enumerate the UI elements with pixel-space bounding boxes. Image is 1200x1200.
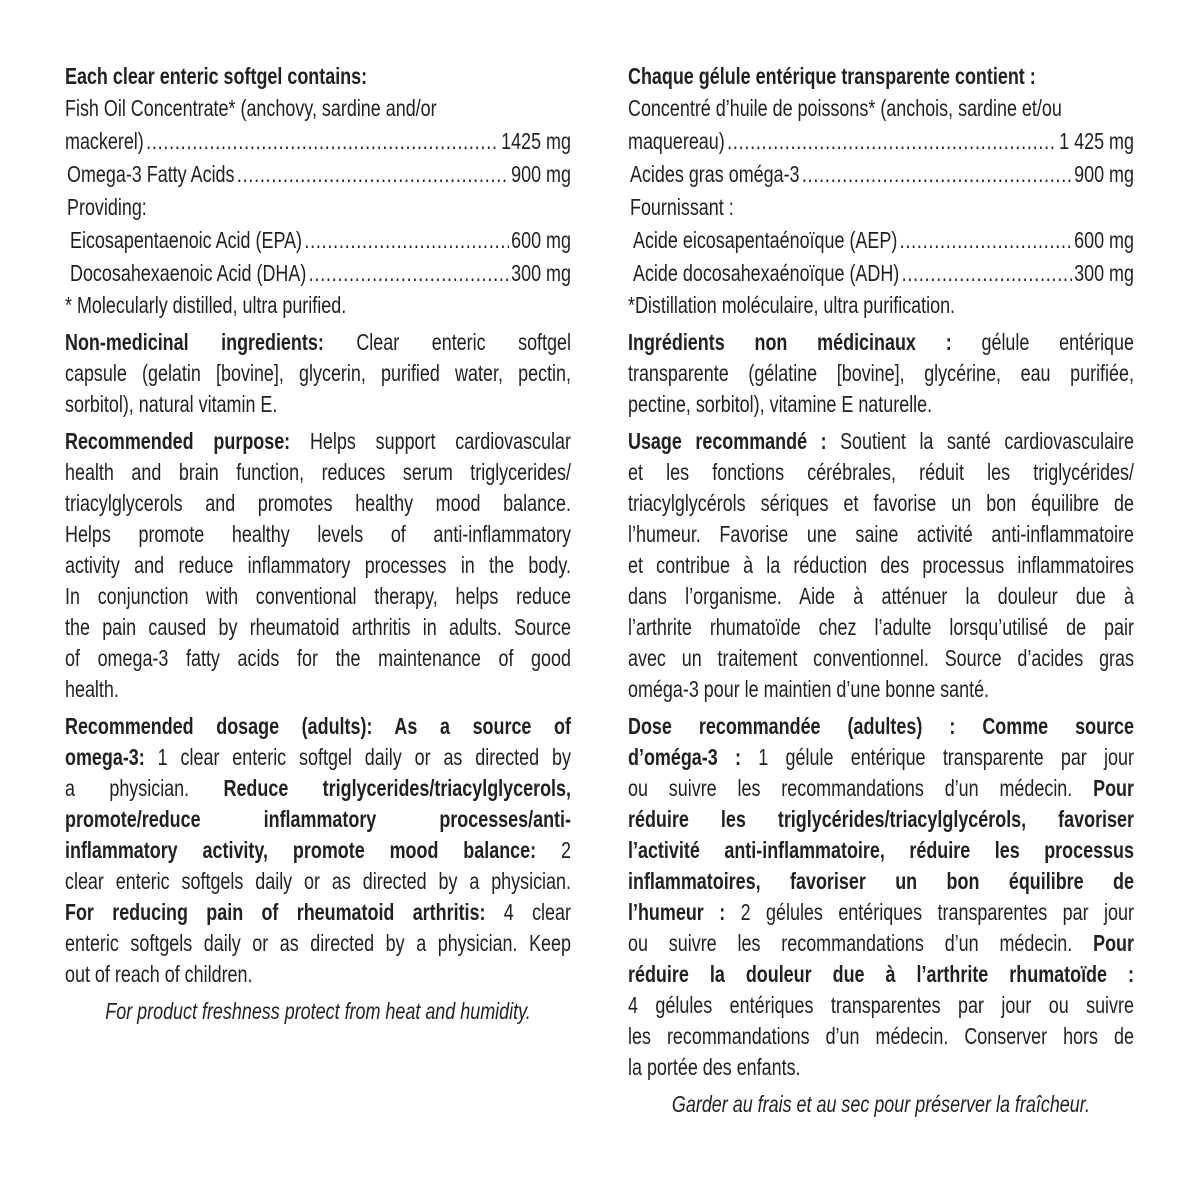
paragraph-line [628,327,1134,358]
text-run: gélule entérique [951,329,1134,355]
ingredient-row: Acide eicosapentaénoïque (AEP) ..... 600 mg [628,224,1134,257]
paragraph-line [628,612,1134,643]
paragraph-line [628,426,1134,457]
purpose-paragraph [65,426,571,705]
bold-run: omega-3: [65,744,145,770]
ingredient-row: mackerel) ..... 1425 mg [65,125,571,158]
text-run: health and brain function, reduces serum triglycerides/ [65,459,571,485]
paragraph-line [628,742,1134,773]
english-column [65,60,571,1027]
paragraph-line [628,389,1134,420]
text-run: 2 [536,837,571,863]
text-run: 2 gélules entériques transparentes par jour [725,899,1134,925]
text-run: the pain caused by rheumatoid arthritis in adults. Source [65,614,571,640]
text-run: activity and reduce inflammatory processes in the body. [65,552,571,578]
paragraph-line [65,581,571,612]
text-run: l’humeur. Favorise une saine activité anti-inflammatoire [628,521,1134,547]
bold-run: Pour [1093,775,1134,801]
bold-run: Dose recommandée (adultes) : Comme source [628,713,1134,739]
text-run: dans l’organisme. Aide à atténuer la douleur due à [628,583,1134,609]
text-run: ou suivre les recommandations d’un médecin. [628,775,1094,801]
paragraph-line [628,674,1134,705]
paragraph-line [628,804,1134,835]
ingredient-row: Fish Oil Concentrate* (anchovy, sardine and/or [65,95,437,121]
paragraph-line [628,457,1134,488]
bold-run: Pour [1093,930,1134,956]
dosage-paragraph-fr [628,711,1134,1083]
text-run: 4 gélules entériques transparentes par jour ou suivre [628,992,1134,1018]
paragraph-line [65,519,571,550]
text-run: health. [65,676,119,702]
bold-run: l’humeur : [628,899,726,925]
text-run: oméga-3 pour le maintien d’une bonne santé. [628,676,990,702]
bold-run: réduire la douleur due à l’arthrite rhumatoïde : [628,961,1134,987]
text-run: transparente (gélatine [bovine], glycérine, eau purifiée, [628,360,1134,386]
ingredient-row: Docosahexaenoic Acid (DHA) ..... 300 mg [65,257,571,290]
ingredient-row: Acides gras oméga-3 ..... 900 mg [628,158,1134,191]
ingredient-row: Acide docosahexaénoïque (ADH) ..... 300 mg [628,257,1134,290]
paragraph-line [65,358,571,389]
paragraph-line [628,1021,1134,1052]
text-run: 1 gélule entérique transparente par jour [740,744,1134,770]
text-run: of omega-3 fatty acids for the maintenance of good [65,645,571,671]
bold-run: Recommended dosage (adults): As a source of [65,713,571,739]
paragraph-line [65,866,571,897]
text-run: Helps promote healthy levels of anti-inflammatory [65,521,571,547]
paragraph-line [628,835,1134,866]
text-run: pectine, sorbitol), vitamine E naturelle. [628,391,933,417]
paragraph-line [628,866,1134,897]
paragraph-line [628,550,1134,581]
text-run: et les fonctions cérébrales, réduit les triglycérides/ [628,459,1134,485]
text-run: Clear enteric softgel [323,329,571,355]
text-run: Helps support cardiovascular [290,428,571,454]
text-run: 4 clear [485,899,571,925]
paragraph-line [65,426,571,457]
paragraph-line [628,711,1134,742]
bold-run: Recommended purpose: [65,428,291,454]
paragraph-line [628,488,1134,519]
paragraph-line [628,643,1134,674]
text-run: et contribue à la réduction des processus inflammatoires [628,552,1134,578]
nonmedicinal-paragraph-fr [628,327,1134,420]
paragraph-line [628,773,1134,804]
text-run: triacylglycerols and promotes healthy mood balance. [65,490,571,516]
ingredient-row: Omega-3 Fatty Acids ..... 900 mg [65,158,571,191]
text-run: sorbitol), natural vitamin E. [65,391,278,417]
ingredient-row: Fournissant : [630,194,734,220]
paragraph-line [628,1052,1134,1083]
paragraph-line [628,897,1134,928]
bold-run: inflammatoires, favoriser un bon équilibre de [628,868,1134,894]
bold-run: Usage recommandé : [628,428,827,454]
text-run: ou suivre les recommandations d’un médecin. [628,930,1094,956]
paragraph-line [65,928,571,959]
paragraph-line [65,457,571,488]
footnote: * Molecularly distilled, ultra purified. [65,292,347,318]
paragraph-line [65,959,571,990]
bold-run: l’activité anti-inflammatoire, réduire les processus [628,837,1134,863]
bold-run: For reducing pain of rheumatoid arthritis: [65,899,486,925]
paragraph-line [628,990,1134,1021]
paragraph-line [628,928,1134,959]
footnote-fr: *Distillation moléculaire, ultra purification. [628,292,956,318]
text-run: In conjunction with conventional therapy, helps reduce [65,583,571,609]
contains-heading-fr: Chaque gélule entérique transparente contient : [628,63,1036,89]
paragraph-line [65,711,571,742]
french-column [628,60,1134,1120]
bold-run: Reduce triglycerides/triacylglycerols, [223,775,571,801]
ingredient-row: maquereau) ..... 1 425 mg [628,125,1134,158]
text-run: capsule (gelatin [bovine], glycerin, purified water, pectin, [65,360,571,386]
bold-run: promote/reduce inflammatory processes/anti- [65,806,571,832]
paragraph-line [65,612,571,643]
text-run: enteric softgels daily or as directed by a physician. Keep [65,930,571,956]
bold-run: inflammatory activity, promote mood balance: [65,837,537,863]
nonmedicinal-paragraph [65,327,571,420]
text-run: avec un traitement conventionnel. Source d’acides gras [628,645,1134,671]
paragraph-line [65,674,571,705]
bold-run: d’oméga-3 : [628,744,741,770]
text-run: les recommandations d’un médecin. Conserver hors de [628,1023,1134,1049]
paragraph-line [628,959,1134,990]
text-run: clear enteric softgels daily or as directed by a physician. [65,868,571,894]
paragraph-line [65,742,571,773]
paragraph-line [65,550,571,581]
paragraph-line [65,897,571,928]
paragraph-line [65,389,571,420]
paragraph-line [65,804,571,835]
bold-run: Ingrédients non médicinaux : [628,329,952,355]
text-run: 1 clear enteric softgel daily or as directed by [144,744,571,770]
text-run: triacylglycérols sériques et favorise un bon équilibre de [628,490,1134,516]
text-run: l’arthrite rhumatoïde chez l’adulte lorsqu’utilisé de pair [628,614,1134,640]
paragraph-line [628,358,1134,389]
paragraph-line [65,327,571,358]
paragraph-line [65,773,571,804]
purpose-paragraph-fr [628,426,1134,705]
text-run: a physician. [65,775,224,801]
paragraph-line [65,643,571,674]
bold-run: réduire les triglycérides/triacylglycérols, favoriser [628,806,1134,832]
ingredient-row: Eicosapentaenoic Acid (EPA) ..... 600 mg [65,224,571,257]
storage-note-fr: Garder au frais et au sec pour préserver la fraîcheur. [671,1091,1091,1117]
dosage-paragraph [65,711,571,990]
contains-heading: Each clear enteric softgel contains: [65,63,368,89]
paragraph-line [628,581,1134,612]
ingredient-row: Concentré d’huile de poissons* (anchois, sardine et/ou [628,95,1062,121]
paragraph-line [65,835,571,866]
ingredient-list-fr [628,92,1134,290]
text-run: out of reach of children. [65,961,253,987]
text-run: Soutient la santé cardiovasculaire [826,428,1134,454]
ingredient-row: Providing: [67,194,147,220]
storage-note: For product freshness protect from heat and humidity. [105,998,531,1024]
paragraph-line [65,488,571,519]
paragraph-line [628,519,1134,550]
bold-run: Non-medicinal ingredients: [65,329,324,355]
text-run: la portée des enfants. [628,1054,801,1080]
ingredient-list [65,92,571,290]
